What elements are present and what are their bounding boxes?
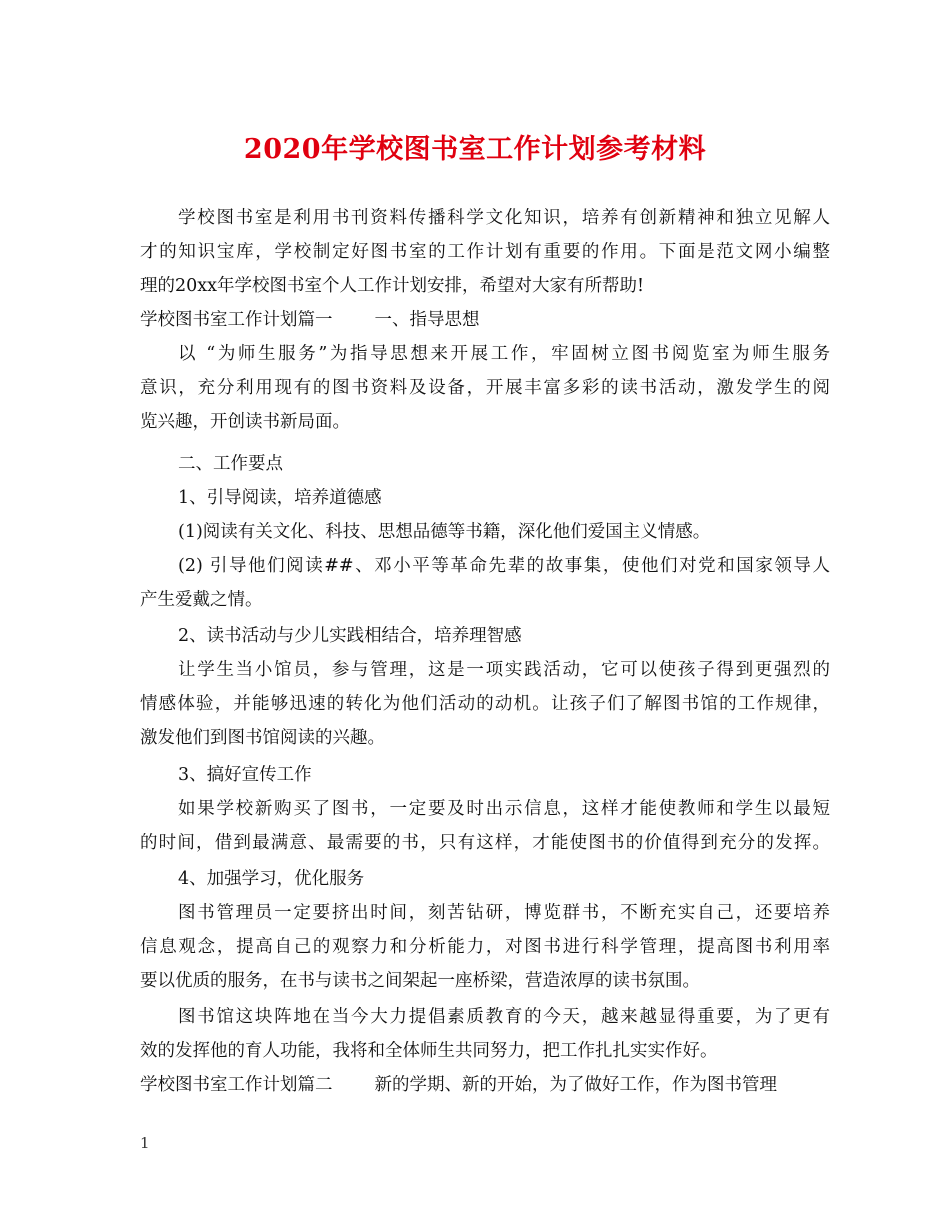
subsection-heading: 一、指导思想 — [374, 310, 480, 330]
paragraph-line: 图书管理员一定要挤出时间，刻苦钻研，博览群书，不断充实自己，还要培养 — [178, 903, 830, 923]
paragraph-line: 学校图书室是利用书刊资料传播科学文化知识，培养有创新精神和独立见解人 — [178, 208, 830, 228]
subsection-heading: 二、工作要点 — [178, 454, 283, 474]
section-heading-line — [140, 1072, 830, 1098]
paragraph-line: 图书馆这块阵地在当今大力提倡素质教育的今天，越来越显得重要，为了更有 — [178, 1007, 830, 1027]
paragraph-line: 要以优质的服务，在书与读书之间架起一座桥梁，营造浓厚的读书氛围。 — [140, 971, 700, 991]
section-heading: 学校图书室工作计划篇一 — [140, 310, 333, 330]
page-number: 1 — [140, 1134, 150, 1152]
paragraph-line: 效的发挥他的育人功能，我将和全体师生共同努力，把工作扎扎实实作好。 — [140, 1041, 718, 1061]
paragraph-line: 信息观念，提高自己的观察力和分析能力，对图书进行科学管理，提高图书利用率 — [140, 937, 830, 957]
paragraph-line: 以 “为师生服务”为指导思想来开展工作，牢固树立图书阅览室为师生服务 — [178, 344, 830, 364]
paragraph-line: 产生爱戴之情。 — [140, 590, 263, 610]
section-heading-line — [140, 307, 830, 333]
page-title: 2020年学校图书室工作计划参考材料 — [243, 134, 707, 165]
item-heading: 1、引导阅读，培养道德感 — [178, 488, 382, 508]
item-heading: 4、加强学习，优化服务 — [178, 869, 365, 889]
paragraph-line: 的时间，借到最满意、最需要的书，只有这样，才能使图书的价值得到充分的发挥。 — [140, 833, 830, 853]
paragraph-line: (1)阅读有关文化、科技、思想品德等书籍，深化他们爱国主义情感。 — [178, 522, 711, 542]
paragraph-line: 如果学校新购买了图书，一定要及时出示信息，这样才能使教师和学生以最短 — [178, 799, 830, 819]
item-heading: 2、读书活动与少儿实践相结合，培养理智感 — [178, 626, 522, 646]
paragraph-line: 让学生当小馆员，参与管理，这是一项实践活动，它可以使孩子得到更强烈的 — [178, 660, 830, 680]
paragraph-line: 情感体验，并能够迅速的转化为他们活动的动机。让孩子们了解图书馆的工作规律， — [140, 694, 830, 714]
paragraph-line: 览兴趣，开创读书新局面。 — [140, 412, 350, 432]
section-heading: 学校图书室工作计划篇二 — [140, 1075, 333, 1095]
item-heading: 3、搞好宣传工作 — [178, 765, 312, 785]
paragraph-line: 激发他们到图书馆阅读的兴趣。 — [140, 728, 385, 748]
paragraph-text: 新的学期、新的开始，为了做好工作，作为图书管理 — [374, 1075, 777, 1095]
paragraph-line: 理的20xx年学校图书室个人工作计划安排，希望对大家有所帮助! — [140, 276, 645, 296]
paragraph-line: 意识，充分利用现有的图书资料及设备，开展丰富多彩的读书活动，激发学生的阅 — [140, 378, 830, 398]
paragraph-line: (2) 引导他们阅读##、邓小平等革命先辈的故事集，使他们对党和国家领导人 — [178, 556, 830, 576]
paragraph-line: 才的知识宝库，学校制定好图书室的工作计划有重要的作用。下面是范文网小编整 — [140, 242, 830, 262]
